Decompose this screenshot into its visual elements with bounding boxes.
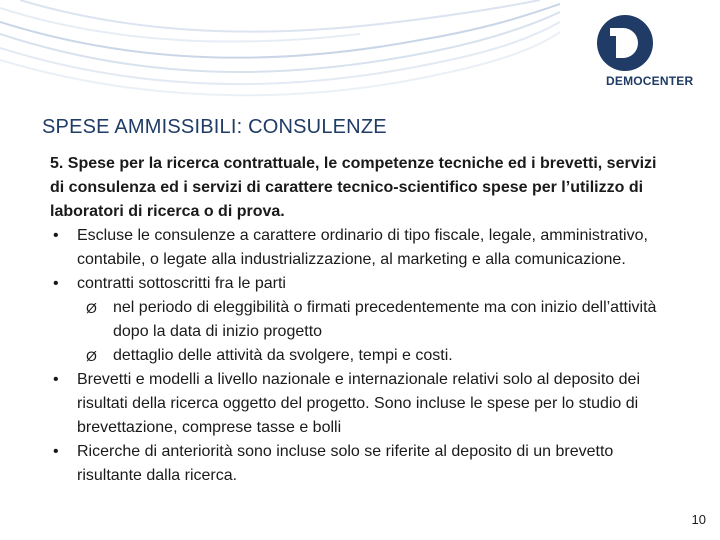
sub-bullet-item	[50, 344, 670, 368]
page-number: 10	[691, 512, 706, 527]
bullet-marker: •	[53, 275, 59, 292]
decorative-swoosh	[0, 0, 560, 120]
intro-paragraph: 5. Spese per la ricerca contrattuale, le competenze tecniche ed i brevetti, servizi di consulenza ed i servizi di carattere tecnico-scientifico spese per l’utilizzo di laboratori di ricerca o di prova.	[50, 155, 657, 220]
democenter-logo	[590, 14, 710, 94]
bullet-marker: •	[53, 443, 59, 460]
bullet-text: contratti sottoscritti fra le parti	[77, 275, 286, 292]
arrow-bullet-icon: Ø	[86, 300, 97, 316]
logo-text: DEMOCENTER	[606, 74, 694, 88]
slide-content	[50, 152, 670, 488]
sub-bullet-item	[50, 296, 670, 344]
bullet-item	[50, 368, 670, 440]
slide-title: SPESE AMMISSIBILI: CONSULENZE	[42, 116, 387, 138]
bullet-item	[50, 224, 670, 272]
bullet-item	[50, 272, 670, 296]
bullet-text: Brevetti e modelli a livello nazionale e internazionale relativi solo al deposito dei risultati della ricerca oggetto del progetto. Sono incluse le spese per lo studio di brevettazione, comprese tasse e bolli	[77, 371, 640, 436]
sub-bullet-text: nel periodo di eleggibilità o firmati precedentemente ma con inizio dell’attività dopo la data di inizio progetto	[113, 299, 657, 340]
bullet-text: Escluse le consulenze a carattere ordinario di tipo fiscale, legale, amministrativo, contabile, o legate alla industrializzazione, al marketing e alla comunicazione.	[77, 227, 648, 268]
bullet-marker: •	[53, 371, 59, 388]
bullet-text: Ricerche di anteriorità sono incluse solo se riferite al deposito di un brevetto risultante dalla ricerca.	[77, 443, 614, 484]
bullet-item	[50, 440, 670, 488]
bullet-marker: •	[53, 227, 59, 244]
democenter-logo-icon	[596, 14, 654, 72]
sub-bullet-text: dettaglio delle attività da svolgere, tempi e costi.	[113, 347, 453, 364]
arrow-bullet-icon: Ø	[86, 348, 97, 364]
